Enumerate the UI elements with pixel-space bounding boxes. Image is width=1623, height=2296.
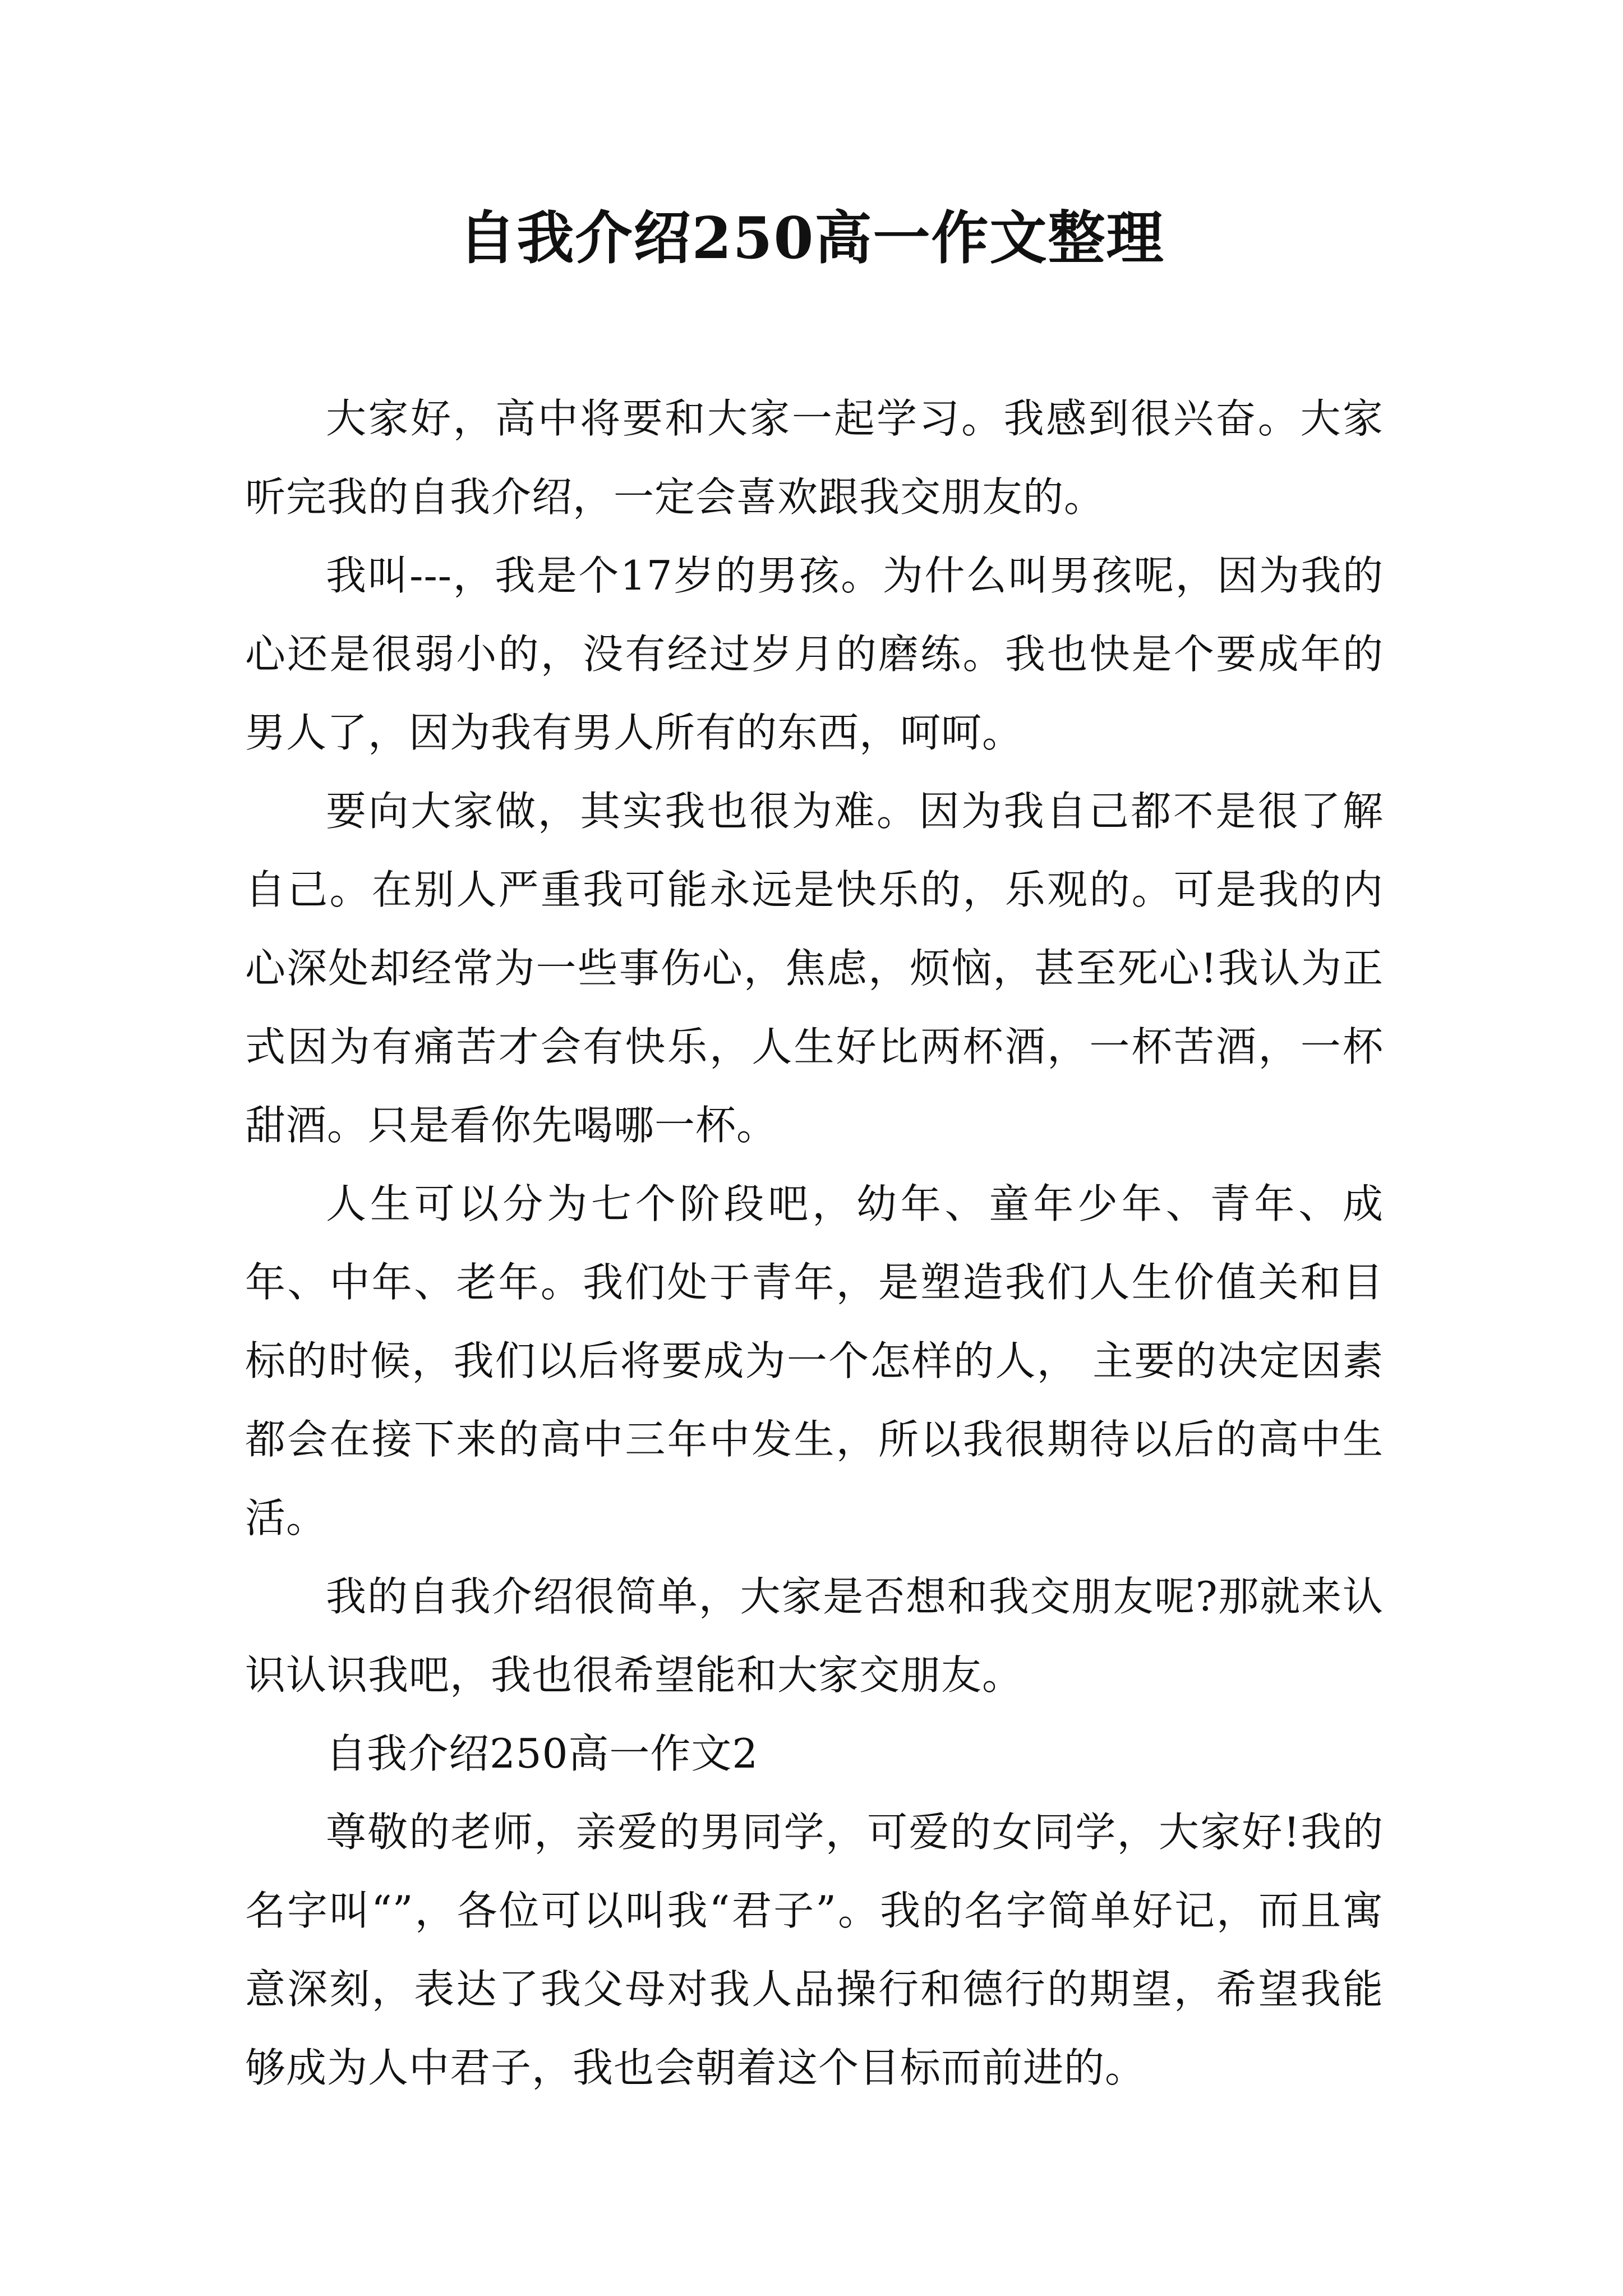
paragraph-inner-feelings: 要向大家做，其实我也很为难。因为我自己都不是很了解自己。在别人严重我可能永远是快乐的，乐观的。可是我的内心深处却经常为一些事伤心，焦虑，烦恼，甚至死心!我认为正式因为有痛苦才会有快乐，人生好比两杯酒，一杯苦酒，一杯甜酒。只是看你先喝哪一杯。 [245,788,1384,1149]
paragraph-name-age: 我叫---，我是个17岁的男孩。为什么叫男孩呢，因为我的心还是很弱小的，没有经过岁月的磨练。我也快是个要成年的男人了，因为我有男人所有的东西，呵呵。 [245,552,1384,756]
paragraph-essay-2-intro: 尊敬的老师，亲爱的男同学，可爱的女同学，大家好!我的名字叫“”，各位可以叫我“君子”。我的名字简单好记，而且寓意深刻，表达了我父母对我人品操行和德行的期望，希望我能够成为人中君子，我也会朝着这个目标而前进的。 [245,1809,1384,2091]
section-heading-essay-2: 自我介绍250高一作文2 [326,1730,759,1777]
paragraph-greeting: 大家好，高中将要和大家一起学习。我感到很兴奋。大家听完我的自我介绍，一定会喜欢跟我交朋友的。 [245,395,1384,521]
document-title: 自我介绍250高一作文整理 [458,205,1165,272]
paragraph-closing: 我的自我介绍很简单，大家是否想和我交朋友呢?那就来认识认识我吧，我也很希望能和大家交朋友。 [245,1573,1384,1699]
paragraph-life-stages: 人生可以分为七个阶段吧，幼年、童年少年、青年、成年、中年、老年。我们处于青年，是塑造我们人生价值关和目标的时候，我们以后将要成为一个怎样的人， 主要的决定因素都会在接下来的高中三年中发生，所以我很期待以后的高中生活。 [245,1180,1384,1542]
document-body [245,379,1384,2107]
